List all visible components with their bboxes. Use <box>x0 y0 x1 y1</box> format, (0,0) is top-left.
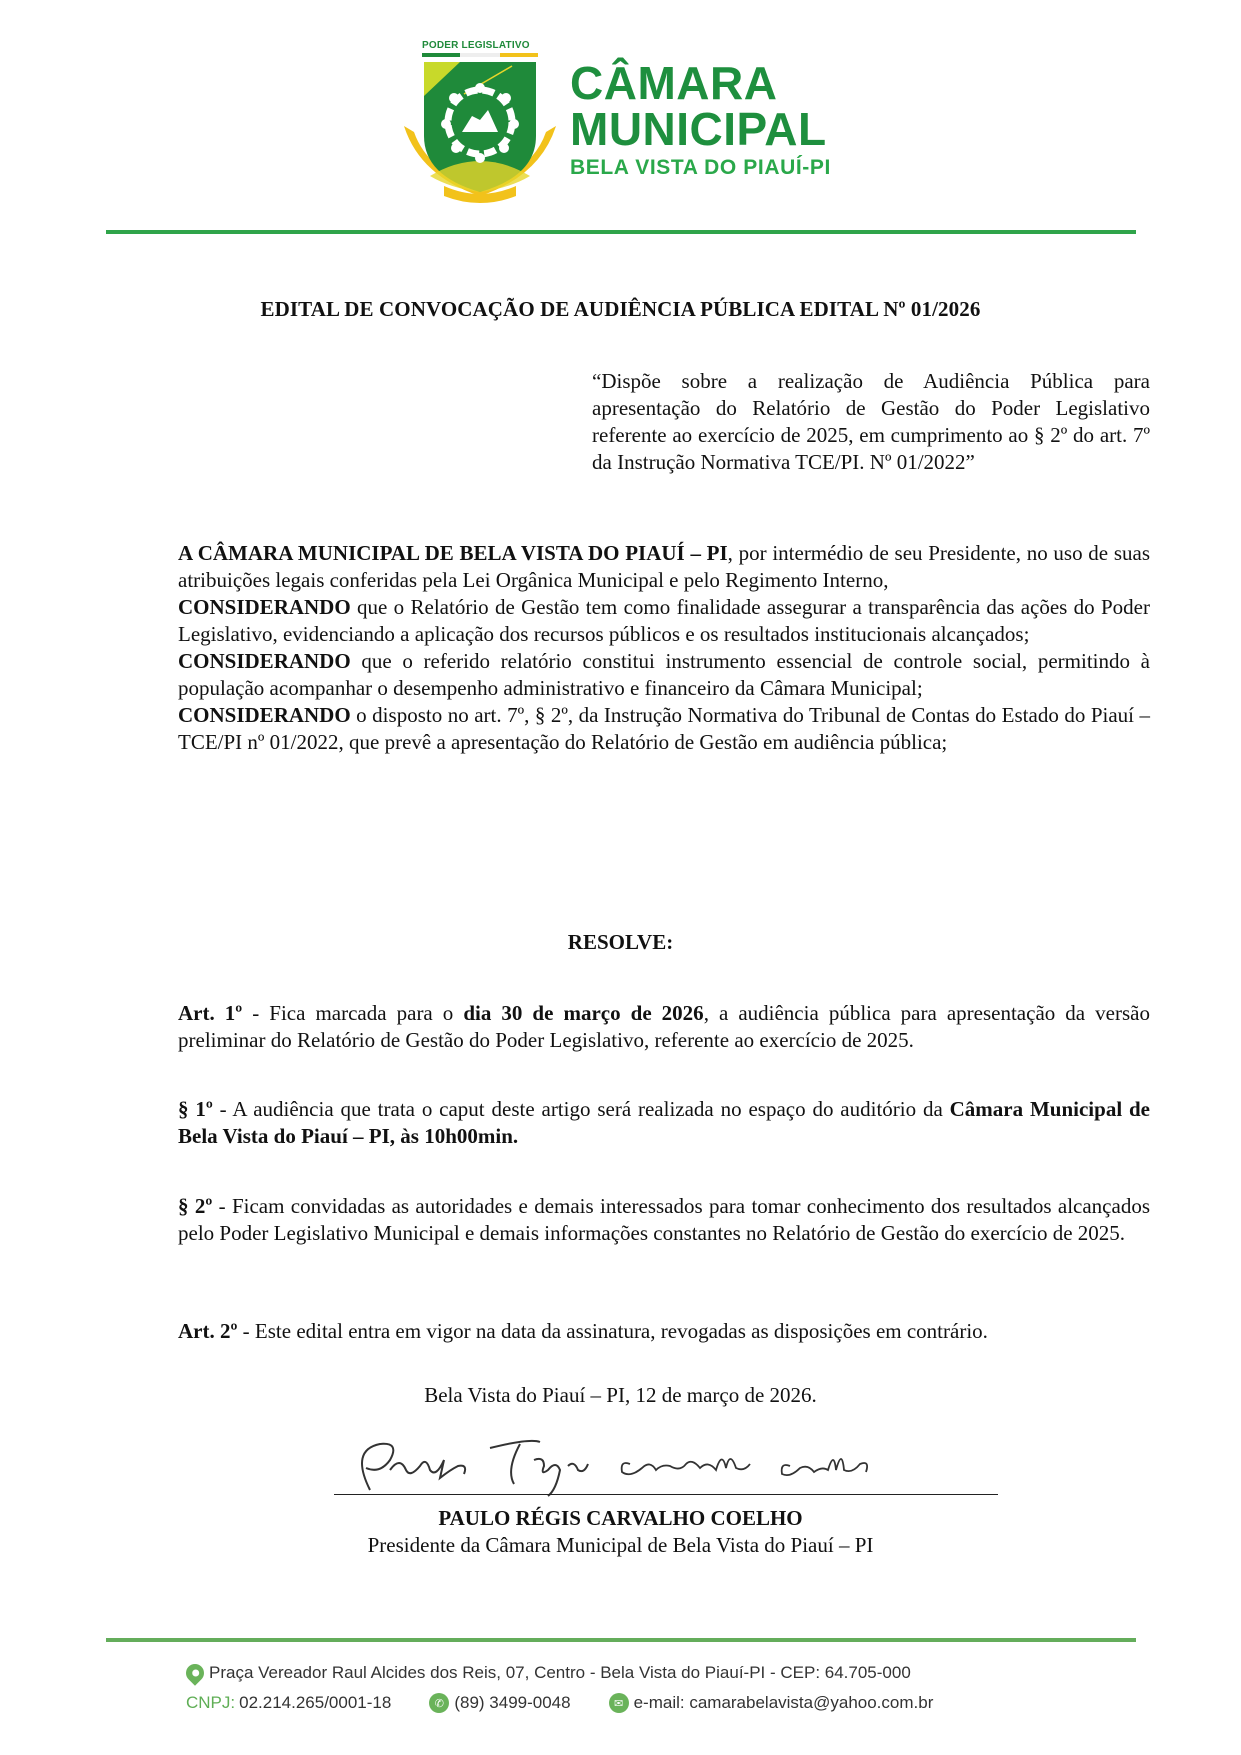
ementa-text: “Dispõe sobre a realização de Audiência Pública para apresentação do Relatório de Gestão do Poder Legislativo referente ao exercício de 2025, em cumprimento ao § 2º do art. 7º da Instrução Normativa TCE/PI. Nº 01/2022” <box>592 369 1150 474</box>
paragraph-1-place: Câmara Municipal de Bela Vista do Piauí – PI, às 10h00min. <box>178 1097 1151 1148</box>
signature-line <box>334 1494 998 1495</box>
paragraph-2 <box>178 1193 1150 1247</box>
article-1-text-b: , a audiência pública para apresentação da versão preliminar do Relatório de Gestão do Poder Legislativo, referente ao exercício de 2025. <box>178 1001 1150 1052</box>
article-2-text: - Este edital entra em vigor na data da assinatura, revogadas as disposições em contrário. <box>237 1319 988 1343</box>
preamble <box>178 540 1150 756</box>
crest-logo <box>400 36 560 208</box>
intro-bold: A CÂMARA MUNICIPAL DE BELA VISTA DO PIAUÍ – PI <box>178 541 728 565</box>
document-title: EDITAL DE CONVOCAÇÃO DE AUDIÊNCIA PÚBLICA EDITAL Nº 01/2026 <box>260 297 981 321</box>
crest-top-text: PODER LEGISLATIVO <box>422 40 530 51</box>
mail-icon: ✉ <box>609 1693 629 1713</box>
letterhead <box>400 36 860 208</box>
considerando-label: CONSIDERANDO <box>178 649 351 673</box>
article-1-text-a: - Fica marcada para o <box>242 1001 464 1025</box>
brand-line-camara: CÂMARA <box>570 57 778 109</box>
header-divider <box>106 230 1136 234</box>
considerando-label: CONSIDERANDO <box>178 703 351 727</box>
considerando-3 <box>178 702 1150 756</box>
intro-text: , por intermédio de seu Presidente, no uso de suas atribuições legais conferidas pela Lei Orgânica Municipal e pelo Regimento Interno, <box>178 541 1150 592</box>
paragraph-1-label: § 1º <box>178 1097 213 1121</box>
footer-address-row <box>186 1658 1086 1688</box>
considerando-text: que o Relatório de Gestão tem como finalidade assegurar a transparência das ações do Poder Legislativo, evidenciando a aplicação dos recursos públicos e os resultados institucionais alcançados; <box>178 595 1150 646</box>
article-1 <box>178 1000 1150 1054</box>
footer-address: Praça Vereador Raul Alcides dos Reis, 07, Centro - Bela Vista do Piauí-PI - CEP: 64.705-000 <box>209 1663 911 1682</box>
footer-contact-row <box>186 1688 1086 1718</box>
handwritten-signature-icon <box>330 1430 1010 1500</box>
considerando-text: o disposto no art. 7º, § 2º, da Instrução Normativa do Tribunal de Contas do Estado do Piauí – TCE/PI nº 01/2022, que prevê a apresentação do Relatório de Gestão em audiência pública; <box>178 703 1150 754</box>
considerando-text: que o referido relatório constitui instrumento essencial de controle social, permitindo à população acompanhar o desempenho administrativo e financeiro da Câmara Municipal; <box>178 649 1150 700</box>
considerando-1 <box>178 594 1150 648</box>
considerando-label: CONSIDERANDO <box>178 595 351 619</box>
article-1-label: Art. 1º <box>178 1001 243 1025</box>
phone-number: (89) 3499-0048 <box>454 1693 571 1712</box>
paragraph-2-label: § 2º <box>178 1194 213 1218</box>
brand-line-municipal: MUNICIPAL <box>570 103 827 155</box>
signer-role: Presidente da Câmara Municipal de Bela Vista do Piauí – PI <box>367 1533 874 1557</box>
brand-wordmark <box>570 57 831 180</box>
paragraph-2-text: - Ficam convidadas as autoridades e demais interessados para tomar conhecimento dos resultados alcançados pelo Poder Legislativo Municipal e demais informações constantes no Relatório de Gestão do exercício de 2025. <box>178 1194 1151 1245</box>
article-1-date: dia 30 de março de 2026 <box>463 1001 704 1025</box>
email-address[interactable]: e-mail: camarabelavista@yahoo.com.br <box>633 1693 934 1712</box>
crest-emblem-icon <box>400 36 560 208</box>
resolve-heading: RESOLVE: <box>567 930 674 954</box>
cnpj-value: 02.214.265/0001-18 <box>239 1693 392 1712</box>
intro-paragraph <box>178 540 1150 594</box>
footer-divider <box>106 1638 1136 1642</box>
map-pin-icon <box>182 1660 207 1685</box>
signer-name: PAULO RÉGIS CARVALHO COELHO <box>438 1506 803 1530</box>
considerando-2 <box>178 648 1150 702</box>
paragraph-1-text: - A audiência que trata o caput deste artigo será realizada no espaço do auditório da <box>212 1097 950 1121</box>
article-2-label: Art. 2º <box>178 1319 238 1343</box>
paragraph-1 <box>178 1096 1150 1150</box>
cnpj-label: CNPJ: <box>186 1693 236 1712</box>
footer-contact <box>186 1658 1086 1718</box>
article-2 <box>178 1318 1150 1345</box>
phone-icon: ✆ <box>429 1693 449 1713</box>
date-location: Bela Vista do Piauí – PI, 12 de março de 2026. <box>424 1383 817 1407</box>
brand-line-city: BELA VISTA DO PIAUÍ-PI <box>570 156 831 179</box>
